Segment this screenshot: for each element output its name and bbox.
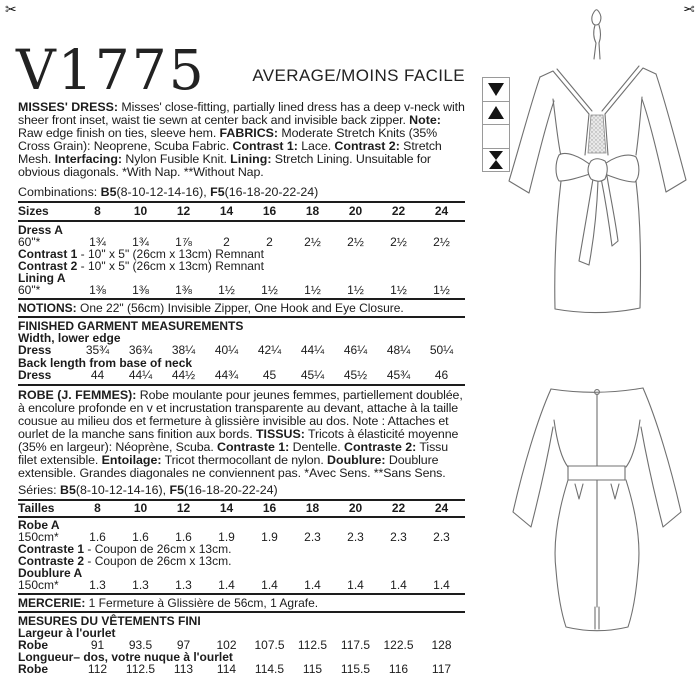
- scissors-icon: ✂: [683, 1, 695, 17]
- divider: [18, 316, 465, 318]
- text-segment: Contraste 2:: [344, 440, 417, 455]
- table-cell: 44¾: [214, 368, 239, 383]
- text-segment: Stretch Lining. Unsuitable for obvious diagonals. *With Nap. **Without Nap.: [18, 151, 431, 179]
- table-cell: 1.4: [347, 577, 364, 592]
- table-cell: 2: [266, 235, 273, 250]
- table-cell: 112.5: [297, 637, 328, 652]
- text-segment: Tricot thermocollant de nylon.: [161, 452, 328, 467]
- row-label: Robe: [18, 661, 48, 676]
- text-segment: Combinations:: [18, 185, 101, 200]
- row-label: 60"*: [18, 283, 41, 298]
- text-segment: MERCERIE:: [18, 595, 86, 610]
- table-cell: 44¼: [300, 343, 325, 358]
- table-cell: 36¾: [128, 343, 153, 358]
- table-cell: 40¼: [214, 343, 239, 358]
- table-cell: 1⅜: [175, 283, 192, 298]
- table-cell: 8: [94, 500, 101, 515]
- divider: [18, 201, 465, 203]
- table-cell: 24: [434, 204, 449, 219]
- table-cell: 1.3: [132, 577, 149, 592]
- text-segment: Doublure:: [327, 452, 386, 467]
- divider: [18, 516, 465, 518]
- pattern-number: V1775: [16, 38, 206, 102]
- table-cell: 1.4: [261, 577, 278, 592]
- table-cell: 1½: [433, 283, 450, 298]
- text-segment: 1 Fermeture à Glissière de 56cm, 1 Agrafe.: [85, 595, 319, 610]
- difficulty-label: AVERAGE/MOINS FACILE: [252, 66, 465, 85]
- table-cell: 8: [94, 204, 101, 219]
- table-cell: 16: [262, 204, 277, 219]
- text-segment: Dentelle.: [289, 440, 344, 455]
- back-length-heading: Back length from base of neck: [18, 356, 193, 371]
- table-cell: 128: [431, 637, 452, 652]
- table-cell: 38¼: [171, 343, 196, 358]
- text-segment: Moderate Stretch Knits (35% Cross Grain): Neoprene, Scuba Fabric.: [18, 125, 438, 153]
- contrast2-row-fr: [18, 555, 465, 567]
- table-cell: 1.4: [218, 577, 235, 592]
- table-cell: 107.5: [254, 637, 285, 652]
- text-segment: Contraste 1: [18, 541, 85, 556]
- text-segment: Nylon Fusible Knit.: [122, 151, 231, 166]
- description-french: [18, 389, 465, 479]
- text-segment: B5: [100, 185, 117, 200]
- text-segment: F5: [169, 482, 184, 497]
- table-row: [18, 663, 465, 675]
- table-cell: 114: [216, 661, 237, 676]
- text-segment: MISSES' DRESS:: [18, 100, 119, 114]
- table-cell: 1.9: [261, 529, 278, 544]
- yardage-cells: [76, 284, 463, 296]
- table-cell: 22: [391, 500, 406, 515]
- table-cell: 1.3: [175, 577, 192, 592]
- table-cell: 102: [216, 637, 237, 652]
- table-cell: 44½: [171, 368, 196, 383]
- table-cell: 113: [173, 661, 194, 676]
- finished-heading: FINISHED GARMENT MEASUREMENTS: [18, 319, 244, 334]
- table-cell: 1.6: [132, 529, 149, 544]
- table-cell: 2½: [433, 235, 450, 250]
- text-segment: Lace.: [297, 138, 335, 153]
- table-cell: 91: [90, 637, 105, 652]
- dress-back-zipper-illustration: [495, 380, 700, 635]
- text-segment: Note:: [409, 112, 441, 127]
- table-cell: 20: [348, 500, 363, 515]
- divider: [18, 384, 465, 386]
- table-row: [18, 639, 465, 651]
- text-segment: Tissu filet extensible.: [18, 440, 449, 467]
- divider: [18, 220, 465, 222]
- text-segment: F5: [210, 185, 225, 200]
- table-cell: 117.5: [340, 637, 371, 652]
- divider: [18, 611, 465, 613]
- yardage-cells: [76, 579, 463, 591]
- table-cell: 1⅜: [89, 283, 106, 298]
- table-row: [18, 369, 465, 381]
- dress-back-bow-illustration: [495, 3, 700, 315]
- table-cell: 14: [219, 204, 234, 219]
- table-cell: 116: [388, 661, 409, 676]
- table-cell: 1½: [347, 283, 364, 298]
- table-cell: 18: [305, 204, 320, 219]
- text-segment: Tricots à élasticité moyenne (35% en largeur): Néoprène, Scuba.: [18, 427, 459, 455]
- table-cell: 1⅞: [175, 235, 192, 250]
- row-label: 150cm*: [18, 529, 59, 544]
- text-segment: Stretch Mesh.: [18, 138, 442, 166]
- table-cell: 115: [302, 661, 323, 676]
- table-cell: 45½: [343, 368, 368, 383]
- table-cell: 24: [434, 500, 449, 515]
- table-cell: 2.3: [433, 529, 450, 544]
- table-cell: 93.5: [128, 637, 153, 652]
- size-table-header: [18, 205, 465, 217]
- text-segment: Contraste 1:: [217, 440, 290, 455]
- table-cell: 10: [133, 204, 148, 219]
- width-heading: Width, lower edge: [18, 331, 121, 346]
- table-cell: 1½: [390, 283, 407, 298]
- text-segment: - Coupon de 26cm x 13cm.: [84, 541, 232, 556]
- table-row: [18, 344, 465, 356]
- text-segment: TISSUS:: [255, 427, 305, 442]
- measurement-cells: [76, 663, 463, 675]
- row-label: Sizes: [18, 204, 49, 219]
- table-cell: 2½: [390, 235, 407, 250]
- table-cell: 44: [90, 368, 105, 383]
- table-cell: 115.5: [340, 661, 371, 676]
- table-cell: 16: [262, 500, 277, 515]
- row-label: Tailles: [18, 500, 55, 515]
- table-cell: 1.4: [390, 577, 407, 592]
- row-label: Robe: [18, 637, 48, 652]
- table-cell: 20: [348, 204, 363, 219]
- table-cell: 45: [262, 368, 277, 383]
- text-segment: (8-10-12-14-16),: [75, 482, 170, 497]
- text-column: [18, 101, 465, 675]
- table-cell: 1.4: [433, 577, 450, 592]
- text-segment: B5: [60, 482, 76, 497]
- text-segment: Contrast 2:: [334, 138, 400, 153]
- scissors-icon: ✂: [5, 1, 17, 17]
- table-cell: 1.6: [89, 529, 106, 544]
- text-segment: One 22" (56cm) Invisible Zipper, One Hook and Eye Closure.: [76, 301, 404, 316]
- text-segment: Doublure extensible. Grandes diagonales ne conviennent pas. *Avec Sens. **Sans Sens.: [18, 452, 446, 480]
- table-cell: 46¼: [343, 343, 368, 358]
- table-cell: 22: [391, 204, 406, 219]
- size-cells: [76, 502, 463, 514]
- table-cell: 1.6: [175, 529, 192, 544]
- table-cell: 12: [176, 204, 191, 219]
- text-segment: - 10" x 5" (26cm x 13cm) Remnant: [77, 259, 264, 274]
- measurement-cells: [76, 639, 463, 651]
- table-cell: 1½: [218, 283, 235, 298]
- row-label: 150cm*: [18, 577, 59, 592]
- measurement-cells: [76, 344, 463, 356]
- text-segment: Robe moulante pour jeunes femmes, partiellement doublée, à encolure profonde en v et incrustation transparente au devant, attache à la taille cousue au milieu dos et fermeture à glissière invisible au dos. Note : Attaches et ourlet de la manche sans finition aux bords.: [18, 388, 463, 442]
- table-cell: 114.5: [254, 661, 285, 676]
- combinations-line: [18, 186, 465, 199]
- divider: [18, 593, 465, 595]
- table-cell: 112: [87, 661, 108, 676]
- table-cell: 18: [305, 500, 320, 515]
- table-cell: 14: [219, 500, 234, 515]
- text-segment: Misses' close-fitting, partially lined dress has a deep v-neck with sheer front inset, waist tie sewn at center back and invisible back zipper.: [18, 100, 465, 127]
- table-cell: 2: [223, 235, 230, 250]
- table-cell: 42¼: [257, 343, 282, 358]
- text-segment: (16-18-20-22-24): [184, 482, 278, 497]
- table-cell: 117: [431, 661, 452, 676]
- table-cell: 122.5: [383, 637, 414, 652]
- table-cell: 1¾: [89, 235, 106, 250]
- row-label: Doublure A: [18, 565, 83, 580]
- text-segment: - Coupon de 26cm x 13cm.: [84, 553, 232, 568]
- table-cell: 1.3: [89, 577, 106, 592]
- width-heading-fr: Largeur à l'ourlet: [18, 625, 116, 640]
- measurement-cells: [76, 369, 463, 381]
- table-cell: 2½: [347, 235, 364, 250]
- table-cell: 44¼: [128, 368, 153, 383]
- notions-line: [18, 302, 465, 314]
- text-segment: (16-18-20-22-24): [224, 185, 319, 200]
- table-cell: 50¼: [429, 343, 454, 358]
- table-cell: 45¾: [386, 368, 411, 383]
- text-segment: Raw edge finish on ties, sleeve hem.: [18, 125, 220, 140]
- table-cell: 97: [176, 637, 191, 652]
- table-row: [18, 284, 465, 296]
- text-segment: Interfacing:: [54, 151, 123, 166]
- table-cell: 48¼: [386, 343, 411, 358]
- text-segment: Séries:: [18, 482, 61, 497]
- description-english: [18, 101, 465, 178]
- table-cell: 1.9: [218, 529, 235, 544]
- text-segment: Contrast 1: [18, 247, 78, 262]
- text-segment: ROBE (J. FEMMES):: [18, 388, 137, 403]
- table-cell: 2½: [304, 235, 321, 250]
- table-cell: 2.3: [390, 529, 407, 544]
- text-segment: Contraste 2: [18, 553, 85, 568]
- table-cell: 10: [133, 500, 148, 515]
- mercerie-line: [18, 597, 465, 609]
- row-label: 60"*: [18, 235, 41, 250]
- table-cell: 45¼: [300, 368, 325, 383]
- row-label: Lining A: [18, 271, 66, 286]
- table-cell: 1¾: [132, 235, 149, 250]
- size-cells: [76, 205, 463, 217]
- text-segment: - 10" x 5" (26cm x 13cm) Remnant: [77, 247, 264, 262]
- text-segment: Contrast 2: [18, 259, 78, 274]
- size-table-header-fr: [18, 502, 465, 514]
- table-cell: 2.3: [304, 529, 321, 544]
- table-cell: 12: [176, 500, 191, 515]
- table-cell: 1.4: [304, 577, 321, 592]
- row-label: Dress A: [18, 223, 63, 238]
- text-segment: NOTIONS:: [18, 301, 77, 316]
- table-cell: 35¾: [85, 343, 110, 358]
- row-label: Dress: [18, 343, 52, 358]
- back-length-heading-fr: Longueur– dos, votre nuque à l'ourlet: [18, 649, 233, 664]
- finished-heading-fr: MESURES DU VÊTEMENTS FINI: [18, 613, 201, 628]
- row-label: Robe A: [18, 517, 60, 532]
- table-row: [18, 579, 465, 591]
- text-segment: FABRICS:: [219, 125, 279, 140]
- text-segment: Lining:: [230, 151, 272, 166]
- divider: [18, 298, 465, 300]
- contrast2-row: [18, 260, 465, 272]
- series-line: [18, 484, 465, 497]
- text-segment: (8-10-12-14-16),: [116, 185, 211, 200]
- table-cell: 1½: [304, 283, 321, 298]
- text-segment: Entoilage:: [101, 452, 162, 467]
- table-cell: 1⅜: [132, 283, 149, 298]
- row-label: Dress: [18, 368, 52, 383]
- table-cell: 46: [434, 368, 449, 383]
- table-cell: 112.5: [125, 661, 156, 676]
- table-cell: 1½: [261, 283, 278, 298]
- table-cell: 2.3: [347, 529, 364, 544]
- text-segment: Contrast 1:: [232, 138, 298, 153]
